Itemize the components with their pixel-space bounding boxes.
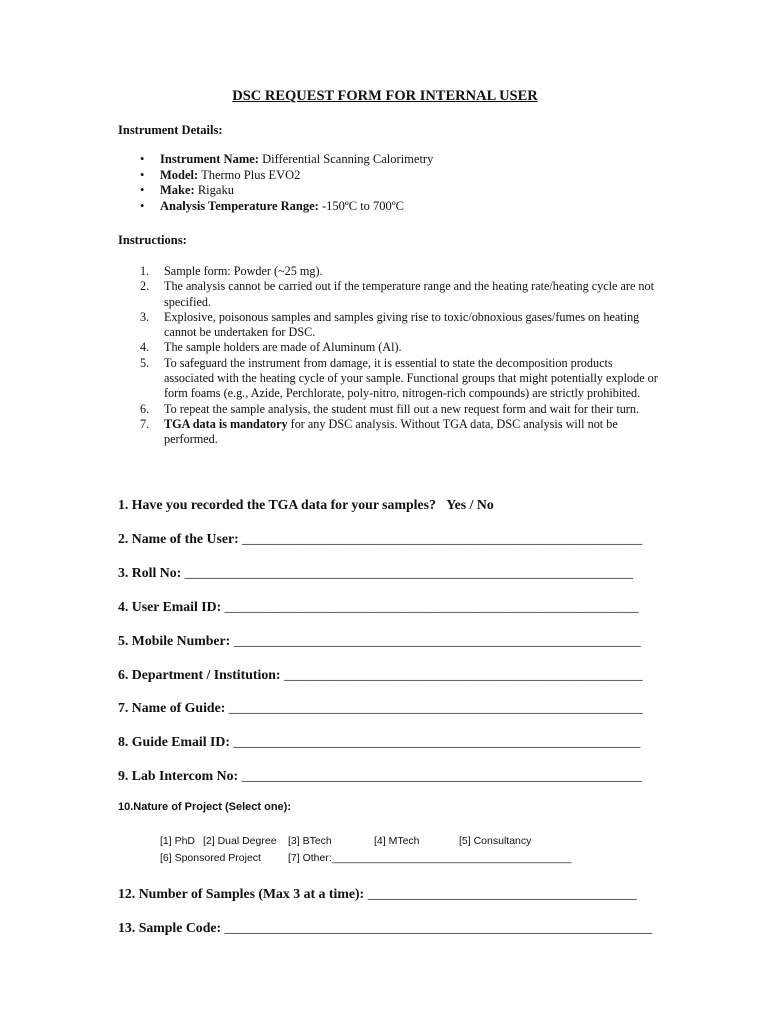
option-mtech[interactable]: [4] MTech bbox=[374, 835, 420, 847]
list-item: 3. Explosive, poisonous samples and samples giving rise to toxic/obnoxious gases/fumes on heating cannot be undertaken for DSC. bbox=[140, 309, 640, 340]
question-guide-email: 8. Guide Email ID: ___________________________________________________________ bbox=[118, 734, 641, 749]
question-project-nature: 10.Nature of Project (Select one): bbox=[118, 801, 291, 813]
question-roll-no: 3. Roll No: _________________________________________________________________ bbox=[118, 565, 634, 580]
list-item: 2. The analysis cannot be carried out if the temperature range and the heating rate/heating cycle are not specified. bbox=[140, 279, 654, 309]
list-item: 1. Sample form: Powder (~25 mg). bbox=[140, 264, 323, 278]
other-field[interactable]: _________________________________________ bbox=[331, 852, 572, 864]
instructions-list bbox=[118, 264, 658, 448]
roll-no-field[interactable]: _________________________________________________________________ bbox=[181, 565, 634, 580]
question-sample-code: 13. Sample Code: ______________________________________________________________ bbox=[118, 920, 653, 935]
question-tga-recorded: 1. Have you recorded the TGA data for your samples? Yes / No bbox=[118, 497, 494, 512]
lab-intercom-field[interactable]: __________________________________________________________ bbox=[238, 768, 642, 783]
question-user-email: 4. User Email ID: ____________________________________________________________ bbox=[118, 599, 639, 614]
question-lab-intercom: 9. Lab Intercom No: __________________________________________________________ bbox=[118, 768, 642, 783]
instrument-details-list bbox=[118, 152, 433, 214]
guide-email-field[interactable]: ___________________________________________________________ bbox=[229, 734, 641, 749]
option-sponsored-project[interactable]: [6] Sponsored Project bbox=[160, 852, 261, 864]
list-item: 4. The sample holders are made of Aluminum (Al). bbox=[140, 340, 402, 355]
question-user-name: 2. Name of the User: __________________________________________________________ bbox=[118, 531, 643, 546]
sample-code-field[interactable]: ______________________________________________________________ bbox=[221, 920, 653, 935]
form-title: DSC REQUEST FORM FOR INTERNAL USER bbox=[232, 88, 538, 104]
user-email-field[interactable]: ____________________________________________________________ bbox=[221, 599, 639, 614]
question-department: 6. Department / Institution: ____________________________________________________ bbox=[118, 667, 643, 682]
yes-no-choice[interactable]: Yes / No bbox=[446, 497, 494, 512]
question-mobile-number: 5. Mobile Number: ___________________________________________________________ bbox=[118, 633, 641, 648]
option-phd[interactable]: [1] PhD bbox=[160, 835, 196, 847]
guide-name-field[interactable]: ____________________________________________________________ bbox=[225, 700, 643, 715]
question-guide-name: 7. Name of Guide: ____________________________________________________________ bbox=[118, 700, 643, 715]
list-item: 7. TGA data is mandatory for any DSC analysis. Without TGA data, DSC analysis will not be performed. bbox=[140, 416, 618, 447]
list-item: • Model: Thermo Plus EVO2 bbox=[140, 167, 301, 182]
option-other[interactable]: [7] Other:_________________________________________ bbox=[288, 852, 572, 864]
department-field[interactable]: ____________________________________________________ bbox=[280, 667, 643, 682]
user-name-field[interactable]: __________________________________________________________ bbox=[238, 531, 643, 546]
list-item: 5. To safeguard the instrument from damage, it is essential to state the decomposition products associated with the heating cycle of your sample. Functional groups that might potentially explode or form foams (e.g., Azide, Perchlorate, poly-nitro, nitrogen-rich compounds) are strictly prohibited. bbox=[140, 355, 658, 401]
option-consultancy[interactable]: [5] Consultancy bbox=[459, 835, 532, 847]
list-item: 6. To repeat the sample analysis, the student must fill out a new request form and wait for their turn. bbox=[140, 401, 640, 416]
instrument-details-heading: Instrument Details: bbox=[118, 123, 223, 137]
mobile-number-field[interactable]: ___________________________________________________________ bbox=[230, 633, 641, 648]
number-of-samples-field[interactable]: _______________________________________ bbox=[364, 886, 637, 901]
question-number-of-samples: 12. Number of Samples (Max 3 at a time): _______________________________________ bbox=[118, 886, 637, 901]
option-dual-degree[interactable]: [2] Dual Degree bbox=[203, 835, 277, 847]
instructions-heading: Instructions: bbox=[118, 233, 187, 247]
option-btech[interactable]: [3] BTech bbox=[288, 835, 332, 847]
list-item: • Analysis Temperature Range: -150ºC to 700ºC bbox=[140, 198, 404, 213]
list-item: • Instrument Name: Differential Scanning Calorimetry bbox=[140, 152, 434, 166]
list-item: • Make: Rigaku bbox=[140, 183, 234, 197]
